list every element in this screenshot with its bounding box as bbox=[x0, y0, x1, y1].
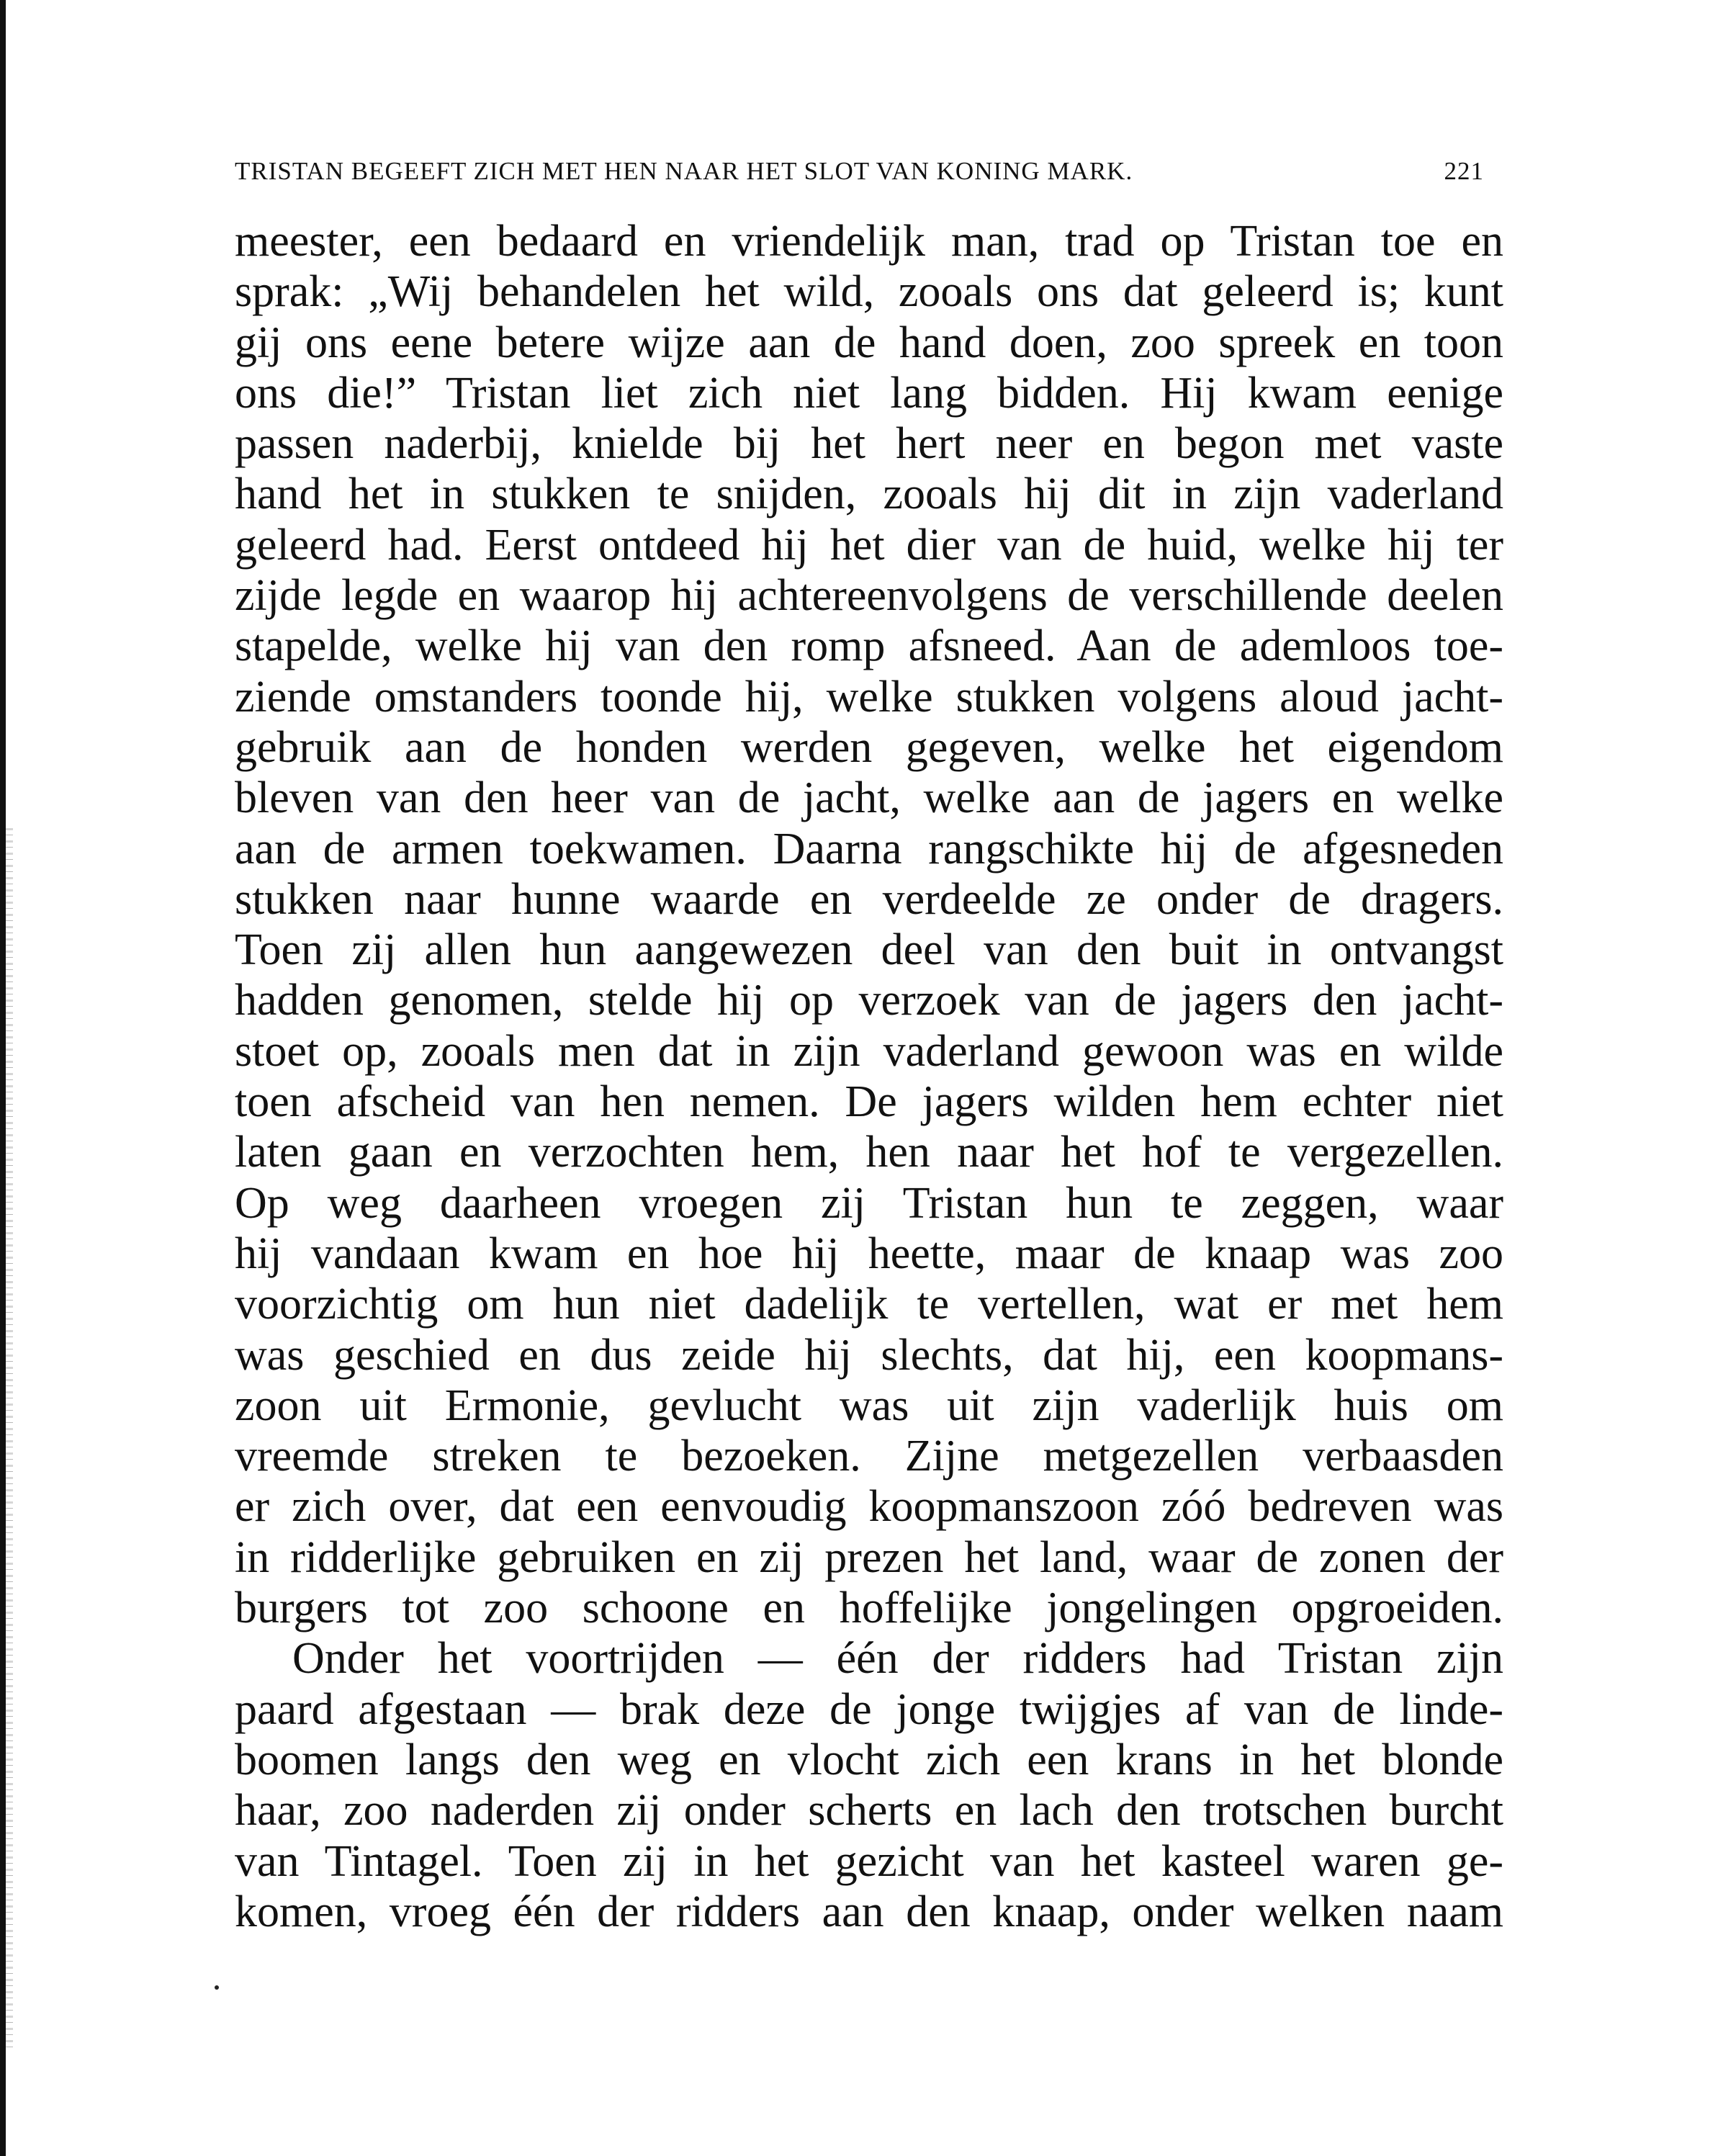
text-line: hand het in stukken te snijden, zooals hij dit in zijn vaderland bbox=[235, 470, 1503, 519]
text-line: paard afgestaan — brak deze de jonge twijgjes af van de linde- bbox=[235, 1684, 1503, 1734]
text-line: hij vandaan kwam en hoe hij heette, maar de knaap was zoo bbox=[235, 1229, 1503, 1278]
text-line: boomen langs den weg en vlocht zich een krans in het blonde bbox=[235, 1735, 1503, 1784]
text-line: van Tintagel. Toen zij in het gezicht van het kasteel waren ge- bbox=[235, 1836, 1503, 1886]
text-line: sprak: „Wij behandelen het wild, zooals ons dat geleerd is; kunt bbox=[235, 267, 1503, 317]
text-line: voorzichtig om hun niet dadelijk te vertellen, wat er met hem bbox=[235, 1280, 1503, 1329]
text-line: Onder het voortrijden — één der ridders had Tristan zijn bbox=[292, 1634, 1503, 1684]
text-line: meester, een bedaard en vriendelijk man, trad op Tristan toe en bbox=[235, 217, 1503, 266]
text-line: bleven van den heer van de jacht, welke aan de jagers en welke bbox=[235, 773, 1503, 823]
running-header bbox=[235, 157, 1484, 186]
text-line: laten gaan en verzochten hem, hen naar het hof te vergezellen. bbox=[235, 1128, 1503, 1177]
scan-noise bbox=[6, 828, 13, 2052]
text-line: gij ons eene betere wijze aan de hand doen, zoo spreek en toon bbox=[235, 318, 1503, 367]
scan-speck bbox=[215, 1985, 219, 1990]
running-title: TRISTAN BEGEEFT ZICH MET HEN NAAR HET SLOT VAN KONING MARK. bbox=[235, 157, 1133, 185]
text-line: gebruik aan de honden werden gegeven, welke het eigendom bbox=[235, 722, 1503, 772]
text-line: stapelde, welke hij van den romp afsneed. Aan de ademloos toe- bbox=[235, 621, 1503, 671]
text-line: ziende omstanders toonde hij, welke stukken volgens aloud jacht- bbox=[235, 672, 1503, 722]
text-line: Op weg daarheen vroegen zij Tristan hun te zeggen, waar bbox=[235, 1178, 1503, 1228]
scan-edge bbox=[0, 0, 6, 2156]
text-line: toen afscheid van hen nemen. De jagers wilden hem echter niet bbox=[235, 1077, 1503, 1127]
text-line: geleerd had. Eerst ontdeed hij het dier van de huid, welke hij ter bbox=[235, 520, 1503, 570]
text-line: zoon uit Ermonie, gevlucht was uit zijn vaderlijk huis om bbox=[235, 1380, 1503, 1430]
text-line: in ridderlijke gebruiken en zij prezen het land, waar de zonen der bbox=[235, 1532, 1503, 1582]
page-number: 221 bbox=[1444, 157, 1484, 185]
text-line: zijde legde en waarop hij achtereenvolgens de verschillende deelen bbox=[235, 571, 1503, 621]
text-line: hadden genomen, stelde hij op verzoek van de jagers den jacht- bbox=[235, 976, 1503, 1025]
text-line: burgers tot zoo schoone en hoffelijke jongelingen opgroeiden. bbox=[235, 1584, 1503, 1633]
body-text bbox=[235, 216, 1503, 1937]
text-line: er zich over, dat een eenvoudig koopmanszoon zóó bedreven was bbox=[235, 1482, 1503, 1532]
text-line: was geschied en dus zeide hij slechts, dat hij, een koopmans- bbox=[235, 1330, 1503, 1380]
text-line: stukken naar hunne waarde en verdeelde ze onder de dragers. bbox=[235, 874, 1503, 924]
text-line: komen, vroeg één der ridders aan den knaap, onder welken naam bbox=[235, 1887, 1503, 1936]
text-line: passen naderbij, knielde bij het hert neer en begon met vaste bbox=[235, 419, 1503, 469]
text-line: Toen zij allen hun aangewezen deel van den buit in ontvangst bbox=[235, 925, 1503, 975]
text-line: aan de armen toekwamen. Daarna rangschikte hij de afgesneden bbox=[235, 824, 1503, 873]
text-line: stoet op, zooals men dat in zijn vaderland gewoon was en wilde bbox=[235, 1026, 1503, 1076]
text-line: vreemde streken te bezoeken. Zijne metgezellen verbaasden bbox=[235, 1432, 1503, 1481]
text-line: ons die!” Tristan liet zich niet lang bidden. Hij kwam eenige bbox=[235, 368, 1503, 418]
text-line: haar, zoo naderden zij onder scherts en lach den trotschen burcht bbox=[235, 1786, 1503, 1836]
